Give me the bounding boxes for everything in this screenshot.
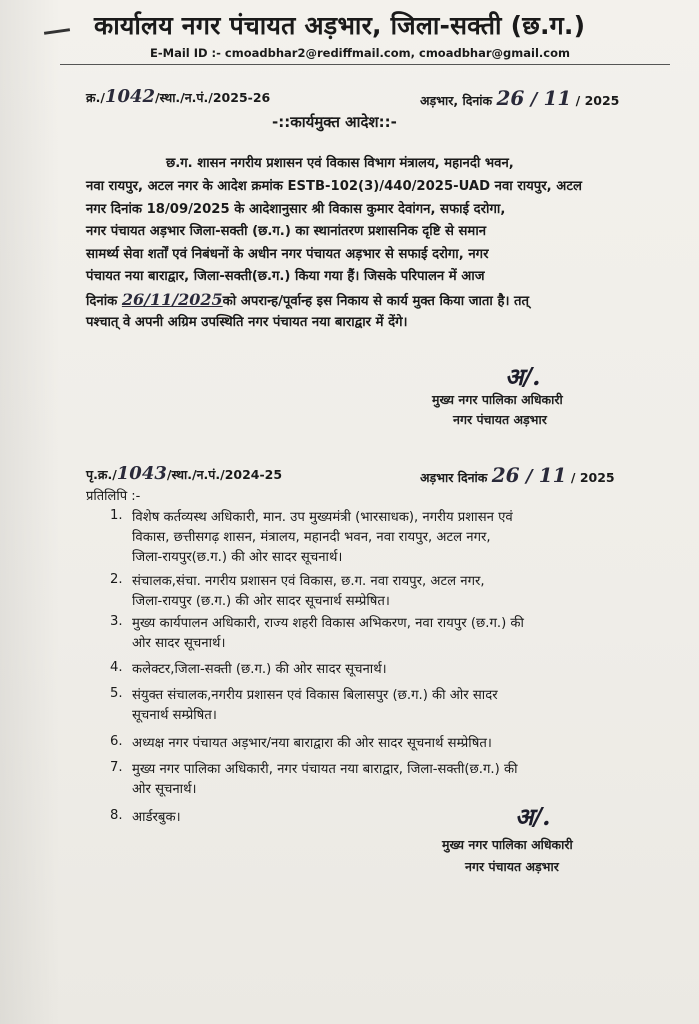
- order-date-month: 11: [543, 86, 572, 110]
- order-date-day: 26: [496, 86, 525, 110]
- copy-ref-prefix: पृ.क्र./: [86, 467, 117, 482]
- copy-date-year: 2025: [579, 470, 615, 485]
- list-item-text: संयुक्त संचालक,नगरीय प्रशासन एवं विकास बिलासपुर (छ.ग.) की ओर सादर: [132, 688, 498, 703]
- list-item-number: 2.: [110, 572, 123, 587]
- copy-ref-suffix: /स्था./न.पं./2024-25: [166, 467, 283, 482]
- body-line: नगर दिनांक 18/09/2025 के आदेशानुसार श्री विकास कुमार देवांगन, सफाई दरोगा,: [86, 202, 506, 217]
- order-ref-suffix: /स्था./न.पं./2025-26: [155, 90, 271, 105]
- list-item-number: 4.: [110, 660, 123, 675]
- list-item-text: मुख्य नगर पालिका अधिकारी, नगर पंचायत नया बाराद्वार, जिला-सक्ती(छ.ग.) की: [132, 762, 518, 777]
- body-date-suffix: को अपरान्ह/पूर्वान्ह इस निकाय से कार्य मुक्त किया जाता है। तत्: [222, 294, 530, 309]
- list-item-text: आर्डरबुक।: [132, 810, 181, 825]
- order-ref-prefix: क्र./: [86, 90, 105, 105]
- copy-list: [110, 508, 630, 838]
- list-item-number: 6.: [110, 734, 123, 749]
- body-line: नगर पंचायत अड़भार जिला-सक्ती (छ.ग.) का स्थानांतरण प्रशासनिक दृष्टि से समान: [86, 224, 487, 239]
- copy-date-month: 11: [538, 463, 567, 487]
- handwritten-date: 26/11/2025: [121, 290, 223, 309]
- body-line: छ.ग. शासन नगरीय प्रशासन एवं विकास विभाग मंत्रालय, महानदी भवन,: [166, 156, 514, 171]
- order-ref-number: 1042: [104, 86, 156, 107]
- copy-date-label: अड़भार दिनांक: [420, 470, 488, 485]
- list-item-number: 1.: [110, 508, 123, 523]
- copy-label: प्रतिलिपि :-: [86, 489, 141, 504]
- list-item-text: मुख्य कार्यपालन अधिकारी, राज्य शहरी विकास अभिकरण, नवा रायपुर (छ.ग.) की: [132, 616, 524, 631]
- copy-date: अड़भार दिनांक 26 / 11 / 2025: [420, 463, 615, 487]
- copy-reference: [86, 463, 282, 484]
- header-divider: [60, 64, 670, 65]
- copy-date-day: 26: [491, 463, 520, 487]
- order-reference: [86, 86, 270, 107]
- list-item-text: जिला-रायपुर(छ.ग.) की ओर सादर सूचनार्थ।: [132, 550, 343, 565]
- order-date-year: 2025: [584, 93, 620, 108]
- body-date-prefix: दिनांक: [86, 294, 118, 309]
- office-email: E-Mail ID :- cmoadbhar2@rediffmail.com, cmoadbhar@gmail.com: [150, 46, 570, 60]
- list-item-text: सूचनार्थ सम्प्रेषित।: [132, 708, 217, 723]
- body-line-date: [86, 290, 529, 312]
- order-heading: -::कार्यमुक्त आदेश::-: [272, 113, 397, 131]
- list-item-number: 7.: [110, 760, 123, 775]
- body-line: सामर्थ्य सेवा शर्तों एवं निबंधनों के अधीन नगर पंचायत अड़भार से सफाई दरोगा, नगर: [86, 247, 489, 262]
- list-item-number: 8.: [110, 808, 123, 823]
- body-line: पश्चात् वे अपनी अग्रिम उपस्थिति नगर पंचायत नया बाराद्वार में देंगे।: [86, 315, 408, 330]
- signatory-office-1: नगर पंचायत अड़भार: [453, 412, 547, 427]
- body-line: नवा रायपुर, अटल नगर के आदेश क्रमांक ESTB-102(3)/440/2025-UAD नवा रायपुर, अटल: [86, 179, 582, 194]
- list-item-text: ओर सूचनार्थ।: [132, 782, 197, 797]
- order-date: अड़भार, दिनांक 26 / 11 / 2025: [420, 86, 620, 110]
- list-item-text: विशेष कर्तव्यस्थ अधिकारी, मान. उप मुख्यमंत्री (भारसाधक), नगरीय प्रशासन एवं: [132, 510, 513, 525]
- list-item-text: अध्यक्ष नगर पंचायत अड़भार/नया बाराद्वारा की ओर सादर सूचनार्थ सम्प्रेषित।: [132, 736, 492, 751]
- list-item-text: ओर सादर सूचनार्थ।: [132, 636, 226, 651]
- list-item-text: कलेक्टर,जिला-सक्ती (छ.ग.) की ओर सादर सूचनार्थ।: [132, 662, 387, 677]
- order-date-label: अड़भार, दिनांक: [420, 93, 493, 108]
- office-title: कार्यालय नगर पंचायत अड़भार, जिला-सक्ती (छ.ग.): [94, 11, 586, 40]
- signatory-title-1: मुख्य नगर पालिका अधिकारी: [432, 392, 563, 407]
- signatory-title-2: मुख्य नगर पालिका अधिकारी: [442, 837, 573, 852]
- copy-ref-number: 1043: [116, 463, 167, 484]
- list-item-text: जिला-रायपुर (छ.ग.) की ओर सादर सूचनार्थ सम्प्रेषित।: [132, 594, 390, 609]
- list-item-number: 5.: [110, 686, 123, 701]
- page-shadow: [0, 0, 60, 1024]
- signatory-office-2: नगर पंचायत अड़भार: [465, 859, 559, 874]
- list-item-text: संचालक,संचा. नगरीय प्रशासन एवं विकास, छ.ग. नवा रायपुर, अटल नगर,: [132, 574, 485, 589]
- body-line: पंचायत नया बाराद्वार, जिला-सक्ती(छ.ग.) किया गया हैं। जिसके परिपालन में आज: [86, 269, 485, 284]
- list-item-text: विकास, छत्तीसगढ़ शासन, मंत्रालय, महानदी भवन, नवा रायपुर, अटल नगर,: [132, 530, 491, 545]
- list-item-number: 3.: [110, 614, 123, 629]
- signature-2: अ/.: [515, 802, 551, 831]
- signature-1: अ/.: [505, 362, 541, 391]
